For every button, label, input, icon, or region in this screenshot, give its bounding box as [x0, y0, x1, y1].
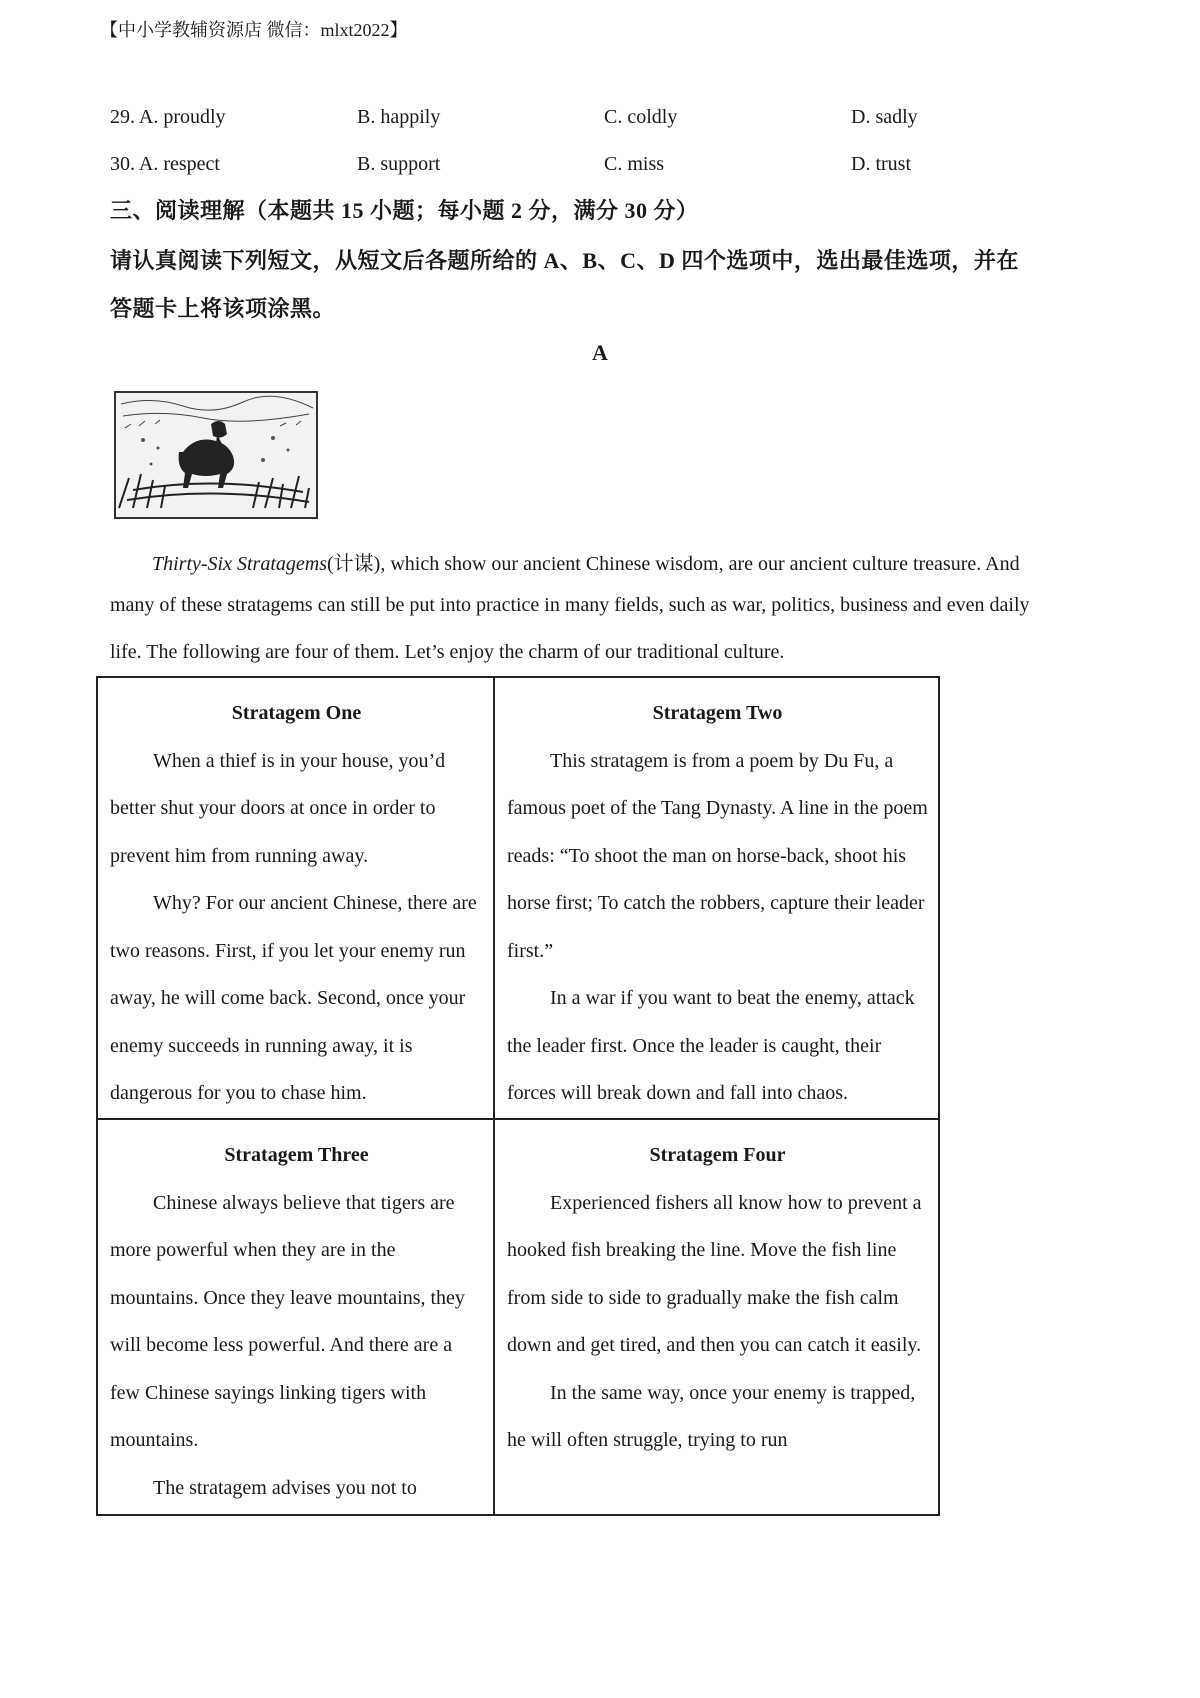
- stratagem-four-title: Stratagem Four: [649, 1144, 786, 1166]
- stratagem-table: [96, 676, 940, 1516]
- option-c: C. coldly: [604, 106, 678, 128]
- intro-line-2: many of these stratagems can still be put into practice in many fields, such as war, politics, business and even daily: [110, 594, 1030, 616]
- option-d: D. sadly: [851, 106, 918, 128]
- intro-book-title: Thirty-Six Stratagems: [152, 553, 327, 575]
- option-d: D. trust: [851, 153, 911, 175]
- stratagem-one-paragraph-2: Why? For our ancient Chinese, there are two reasons. First, if you let your enemy run away, he will come back. Second, once your enemy succeeds in running away, it is dangerous for you to chase him.: [110, 892, 477, 1104]
- stratagem-four-cell: [494, 1119, 939, 1515]
- intro-line-3: life. The following are four of them. Let’s enjoy the charm of our traditional culture.: [110, 641, 785, 663]
- stratagem-two-cell: [494, 677, 939, 1119]
- option-c: C. miss: [604, 153, 665, 175]
- stratagem-three-paragraph-2: The stratagem advises you not to: [153, 1476, 417, 1499]
- passage-letter: A: [592, 340, 608, 365]
- stratagem-one-cell: [97, 677, 494, 1119]
- intro-line-1-text: (计谋), which show our ancient Chinese wisdom, are our ancient culture treasure. And: [327, 553, 1020, 575]
- section-heading: 三、阅读理解（本题共 15 小题；每小题 2 分，满分 30 分）: [110, 198, 699, 223]
- instruction-line-1: 请认真阅读下列短文，从短文后各题所给的 A、B、C、D 四个选项中，选出最佳选项，并在: [110, 248, 1019, 273]
- option-a: 29. A. proudly: [110, 106, 226, 128]
- stratagem-two-paragraph-2: In a war if you want to beat the enemy, attack the leader first. Once the leader is caught, their forces will break down and fall into chaos.: [507, 987, 915, 1104]
- stratagem-four-paragraph-2: In the same way, once your enemy is trapped, he will often struggle, trying to run: [507, 1381, 916, 1451]
- option-a: 30. A. respect: [110, 153, 220, 175]
- option-b: B. happily: [357, 106, 441, 128]
- stratagem-three-title: Stratagem Three: [224, 1144, 369, 1166]
- stratagem-one-title: Stratagem One: [231, 702, 362, 724]
- stratagem-three-cell: [97, 1119, 494, 1515]
- passage-illustration: [113, 390, 319, 520]
- stratagem-four-paragraph-1: Experienced fishers all know how to prevent a hooked fish breaking the line. Move the fish line from side to side to gradually make the fish calm down and get tired, and then you can catch it easily.: [507, 1191, 922, 1356]
- option-b: B. support: [357, 153, 441, 175]
- instruction-line-2: 答题卡上将该项涂黑。: [110, 296, 336, 321]
- stratagem-one-paragraph-1: When a thief is in your house, you’d better shut your doors at once in order to prevent him from running away.: [110, 749, 446, 867]
- intro-line-1: [152, 547, 1020, 576]
- header-note: 【中小学教辅资源店 微信：mlxt2022】: [100, 20, 408, 40]
- stratagem-two-paragraph-1: This stratagem is from a poem by Du Fu, a famous poet of the Tang Dynasty. A line in the poem reads: “To shoot the man on horse-back, shoot his horse first; To catch the robbers, capture their leader first.”: [507, 749, 928, 962]
- stratagem-three-paragraph-1: Chinese always believe that tigers are more powerful when they are in the mountains. Once they leave mountains, they will become less powerful. And there are a few Chinese sayings linking tigers with mountains.: [110, 1191, 465, 1451]
- stratagem-two-title: Stratagem Two: [652, 702, 783, 724]
